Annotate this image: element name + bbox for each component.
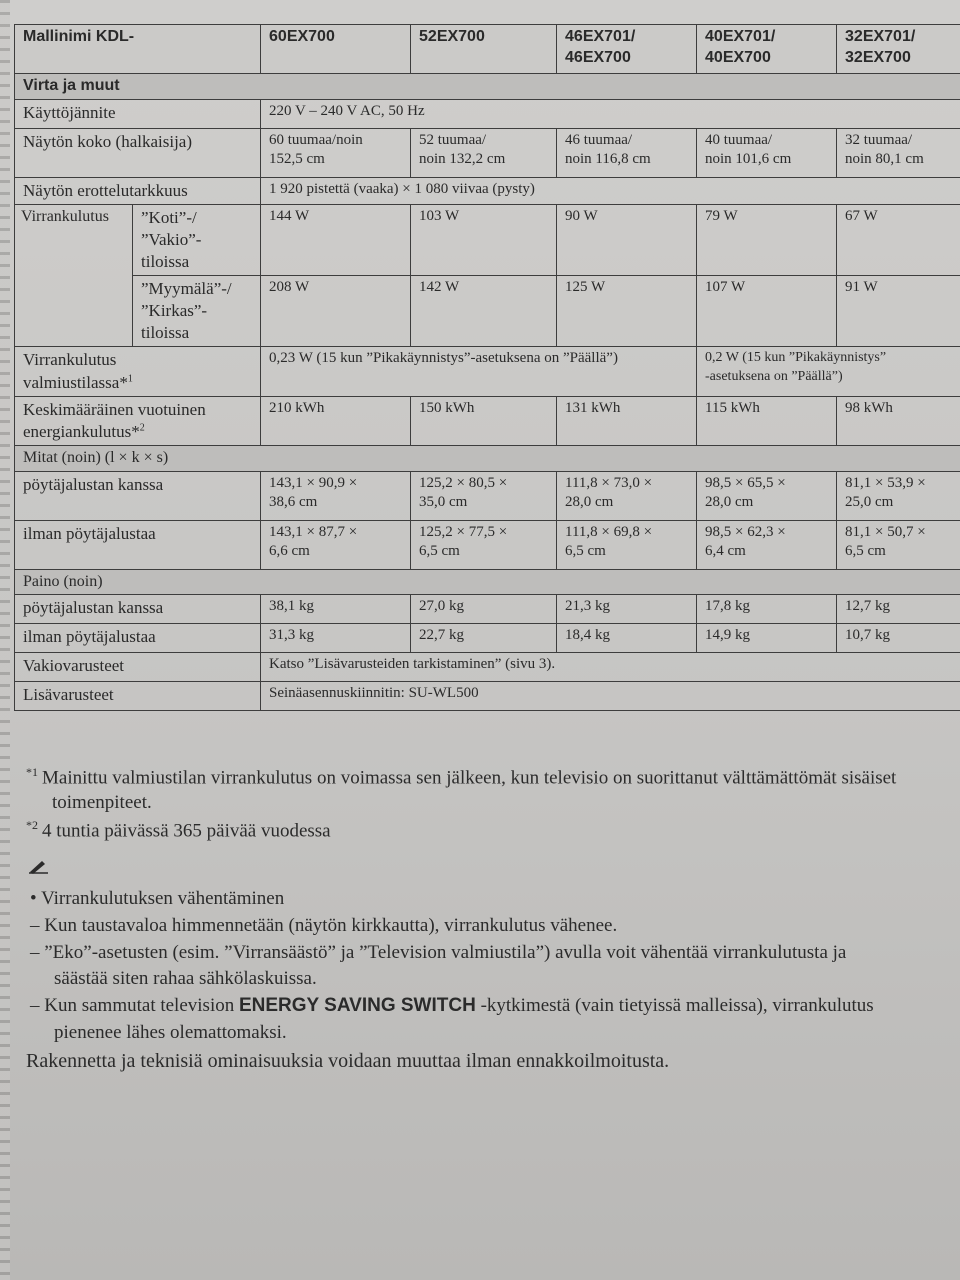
weight-without-stand-value: 22,7 kg bbox=[411, 624, 557, 653]
tip-bullet-text: Virrankulutuksen vähentäminen bbox=[41, 888, 285, 910]
standard-accessories-value: Katso ”Lisävarusteiden tarkistaminen” (sivu 3). bbox=[261, 653, 960, 682]
power-shop-label: ”Myymälä”-/ ”Kirkas”- tiloissa bbox=[133, 276, 261, 347]
footnote-1-mark: *1 bbox=[26, 765, 38, 779]
power-shop-value: 107 W bbox=[697, 276, 837, 347]
section-weight-heading: Paino (noin) bbox=[15, 569, 960, 595]
weight-with-stand-value: 38,1 kg bbox=[261, 595, 411, 624]
annual-value: 210 kWh bbox=[261, 396, 411, 445]
screen-size-value: 40 tuumaa/ noin 101,6 cm bbox=[697, 128, 837, 177]
weight-with-stand-value: 12,7 kg bbox=[837, 595, 960, 624]
optional-accessories-label: Lisävarusteet bbox=[15, 682, 261, 711]
table-row bbox=[15, 276, 960, 347]
note-pencil-icon bbox=[28, 858, 50, 874]
weight-with-stand-value: 21,3 kg bbox=[557, 595, 697, 624]
dims-without-stand-value: 98,5 × 62,3 × 6,4 cm bbox=[697, 520, 837, 569]
tip-dash-3-text: Kun sammutat television bbox=[44, 995, 235, 1017]
power-shop-value: 142 W bbox=[411, 276, 557, 347]
standard-accessories-label: Vakiovarusteet bbox=[15, 653, 261, 682]
footnote-2 bbox=[26, 818, 960, 844]
screen-size-label: Näytön koko (halkaisija) bbox=[15, 128, 261, 177]
table-row bbox=[15, 347, 960, 396]
power-home-value: 144 W bbox=[261, 204, 411, 275]
table-row bbox=[15, 653, 960, 682]
weight-with-stand-value: 27,0 kg bbox=[411, 595, 557, 624]
annual-label-text: Keskimääräinen vuotuinen energiankulutus* bbox=[23, 399, 206, 441]
table-row bbox=[15, 204, 960, 275]
power-home-value: 90 W bbox=[557, 204, 697, 275]
voltage-label: Käyttöjännite bbox=[15, 99, 261, 128]
model-col-1: 60EX700 bbox=[261, 25, 411, 74]
screen-size-value: 52 tuumaa/ noin 132,2 cm bbox=[411, 128, 557, 177]
dims-without-stand-value: 111,8 × 69,8 × 6,5 cm bbox=[557, 520, 697, 569]
table-row bbox=[15, 471, 960, 520]
tip-dash-2-continued: säästää siten rahaa sähkölaskuissa. bbox=[54, 968, 317, 990]
voltage-value: 220 V – 240 V AC, 50 Hz bbox=[261, 99, 960, 128]
screen-size-value: 46 tuumaa/ noin 116,8 cm bbox=[557, 128, 697, 177]
resolution-value: 1 920 pistettä (vaaka) × 1 080 viivaa (pysty) bbox=[261, 177, 960, 204]
footnote-ref: 2 bbox=[139, 422, 145, 434]
power-home-value: 103 W bbox=[411, 204, 557, 275]
dims-with-stand-value: 81,1 × 53,9 × 25,0 cm bbox=[837, 471, 960, 520]
model-name-label: Mallinimi KDL- bbox=[15, 25, 261, 74]
power-home-value: 79 W bbox=[697, 204, 837, 275]
spec-table bbox=[14, 24, 960, 711]
annual-label bbox=[15, 396, 261, 445]
model-col-2: 52EX700 bbox=[411, 25, 557, 74]
table-row bbox=[15, 682, 960, 711]
footnote-1-text: Mainittu valmiustilan virrankulutus on voimassa sen jälkeen, kun televisio on suorittanut välttämättömät sisäiset toimenpiteet. bbox=[42, 767, 897, 814]
tip-dash-2: – ”Eko”-asetusten (esim. ”Virransäästö” ja ”Television valmiustila”) avulla voit vähentää virrankulutusta ja bbox=[30, 941, 847, 963]
annual-value: 115 kWh bbox=[697, 396, 837, 445]
table-row bbox=[15, 177, 960, 204]
tip-dash-3: – Kun sammutat television ENERGY SAVING SWITCH -kytkimestä (vain tietyissä malleissa), virrankulutus bbox=[30, 995, 874, 1017]
standby-value-b: 0,2 W (15 kun ”Pikakäynnistys” -asetuksena on ”Päällä”) bbox=[697, 347, 960, 396]
weight-without-stand-value: 14,9 kg bbox=[697, 624, 837, 653]
tip-dash-3-text-b: -kytkimestä (vain tietyissä malleissa), virrankulutus bbox=[480, 995, 874, 1017]
screen-size-value: 32 tuumaa/ noin 80,1 cm bbox=[837, 128, 960, 177]
dims-with-stand-value: 98,5 × 65,5 × 28,0 cm bbox=[697, 471, 837, 520]
section-dims-heading: Mitat (noin) (l × k × s) bbox=[15, 445, 960, 471]
standby-label-text: Virrankulutus valmiustilassa* bbox=[23, 350, 128, 392]
optional-accessories-value: Seinäasennuskiinnitin: SU-WL500 bbox=[261, 682, 960, 711]
table-row bbox=[15, 624, 960, 653]
tip-dash-2-text: ”Eko”-asetusten (esim. ”Virransäästö” ja ”Television valmiustila”) avulla voit vähentää virrankulutusta ja bbox=[44, 941, 847, 963]
dims-with-stand-value: 143,1 × 90,9 × 38,6 cm bbox=[261, 471, 411, 520]
power-shop-value: 125 W bbox=[557, 276, 697, 347]
section-row bbox=[15, 445, 960, 471]
dims-without-stand-value: 81,1 × 50,7 × 6,5 cm bbox=[837, 520, 960, 569]
table-row bbox=[15, 520, 960, 569]
tip-dash-1: – Kun taustavaloa himmennetään (näytön kirkkautta), virrankulutus vähenee. bbox=[30, 915, 618, 937]
annual-value: 131 kWh bbox=[557, 396, 697, 445]
weight-with-stand-value: 17,8 kg bbox=[697, 595, 837, 624]
power-home-value: 67 W bbox=[837, 204, 960, 275]
model-col-3: 46EX701/ 46EX700 bbox=[557, 25, 697, 74]
dims-with-stand-value: 111,8 × 73,0 × 28,0 cm bbox=[557, 471, 697, 520]
footnote-ref: 1 bbox=[127, 372, 133, 384]
power-shop-value: 208 W bbox=[261, 276, 411, 347]
dims-without-stand-value: 125,2 × 77,5 × 6,5 cm bbox=[411, 520, 557, 569]
model-col-4: 40EX701/ 40EX700 bbox=[697, 25, 837, 74]
tip-dash-3-continued: pienenee lähes olemattomaksi. bbox=[54, 1021, 287, 1043]
resolution-label: Näytön erottelutarkkuus bbox=[15, 177, 261, 204]
dims-without-stand-value: 143,1 × 87,7 × 6,6 cm bbox=[261, 520, 411, 569]
dims-with-stand-label: pöytäjalustan kanssa bbox=[15, 471, 261, 520]
standby-value-a: 0,23 W (15 kun ”Pikakäynnistys”-asetuksena on ”Päällä”) bbox=[261, 347, 697, 396]
weight-without-stand-value: 18,4 kg bbox=[557, 624, 697, 653]
table-row bbox=[15, 396, 960, 445]
section-power-heading: Virta ja muut bbox=[15, 74, 960, 100]
footnote-2-text: 4 tuntia päivässä 365 päivää vuodessa bbox=[42, 820, 331, 842]
tip-bullet: • Virrankulutuksen vähentäminen bbox=[30, 888, 285, 910]
dims-without-stand-label: ilman pöytäjalustaa bbox=[15, 520, 261, 569]
weight-without-stand-label: ilman pöytäjalustaa bbox=[15, 624, 261, 653]
standby-label bbox=[15, 347, 261, 396]
energy-saving-switch-label: ENERGY SAVING SWITCH bbox=[238, 995, 476, 1017]
weight-with-stand-label: pöytäjalustan kanssa bbox=[15, 595, 261, 624]
table-row bbox=[15, 128, 960, 177]
table-row bbox=[15, 595, 960, 624]
section-row bbox=[15, 569, 960, 595]
footnote-1 bbox=[26, 765, 960, 816]
annual-value: 150 kWh bbox=[411, 396, 557, 445]
annual-value: 98 kWh bbox=[837, 396, 960, 445]
power-shop-value: 91 W bbox=[837, 276, 960, 347]
notes-section bbox=[26, 765, 960, 1076]
table-header-row bbox=[15, 25, 960, 74]
weight-without-stand-value: 31,3 kg bbox=[261, 624, 411, 653]
spiral-binding bbox=[0, 0, 10, 1280]
power-label: Virrankulutus bbox=[15, 204, 133, 347]
specs-change-notice: Rakennetta ja teknisiä ominaisuuksia voidaan muuttaa ilman ennakkoilmoitusta. bbox=[26, 1049, 670, 1072]
power-home-label: ”Koti”-/ ”Vakio”- tiloissa bbox=[133, 204, 261, 275]
weight-without-stand-value: 10,7 kg bbox=[837, 624, 960, 653]
footnote-2-mark: *2 bbox=[26, 817, 38, 832]
dims-with-stand-value: 125,2 × 80,5 × 35,0 cm bbox=[411, 471, 557, 520]
table-row bbox=[15, 99, 960, 128]
section-row bbox=[15, 74, 960, 100]
screen-size-value: 60 tuumaa/noin 152,5 cm bbox=[261, 128, 411, 177]
model-col-5: 32EX701/ 32EX700 bbox=[837, 25, 960, 74]
tip-dash-1-text: Kun taustavaloa himmennetään (näytön kirkkautta), virrankulutus vähenee. bbox=[44, 915, 618, 937]
